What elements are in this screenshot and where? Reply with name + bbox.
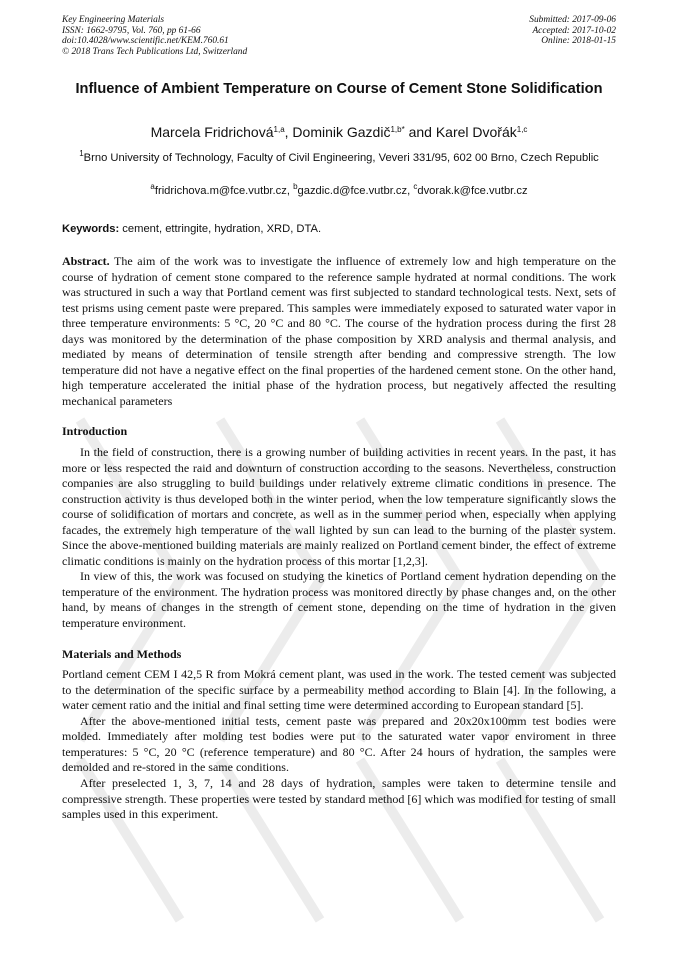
author-separator: , [284, 124, 293, 140]
abstract-text: The aim of the work was to investigate the influence of extremely low and high temperature on the course of hydration of cement stone compared to the reference sample hydrated at normal conditions. The work was structured in such a way that Portland cement was first subjected to standard technological tests. Next, sets of test prisms using cement paste were prepared. This samples were immediately exposed to saturated water vapor in three temperature environments: 5 °C, 20 °C and 80 °C. The course of the hydration process during the first 28 days was monitored by the determination of the phase composition by XRD analysis and thermal analysis, and mediated by means of determination of tensile strength after bending and compressive strength. The low temperature did not have a negative effect on the final properties of the hardened cement stone. On the other hand, high temperature accelerated the initial phase of the hydration process, but negatively affected the resulting mechanical parameters [62, 254, 616, 408]
affiliation-mark: 1 [79, 149, 84, 158]
email-address[interactable]: fridrichova.m@fce.vutbr.cz [154, 185, 287, 197]
email-mark: a [150, 182, 155, 191]
author-name: Dominik Gazdič [292, 124, 391, 140]
abstract-label: Abstract. [62, 254, 110, 268]
paper-title: Influence of Ambient Temperature on Course of Cement Stone Solidification [75, 81, 603, 97]
email-address[interactable]: dvorak.k@fce.vutbr.cz [417, 185, 528, 197]
keywords-label: Keywords: [62, 223, 120, 235]
author-affiliation-mark: 1,b* [390, 125, 405, 134]
issn: ISSN: 1662-9795, Vol. 760, pp 61-66 [62, 25, 201, 36]
dates-header [529, 15, 616, 47]
email-separator: , [407, 185, 414, 197]
email-mark: c [413, 182, 418, 191]
paragraph: After preselected 1, 3, 7, 14 and 28 days of hydration, samples were taken to determine tensile and compressive strength. These properties were tested by standard method [6] which was modified for testing of small samples used in this experiment. [62, 775, 616, 822]
doi: doi:10.4028/www.scientific.net/KEM.760.61 [62, 36, 229, 47]
author-name: Marcela Fridrichová [150, 124, 274, 140]
affiliation [62, 151, 616, 165]
author-affiliation-mark: 1,c [516, 125, 528, 134]
journal-header [62, 15, 247, 57]
paper-body [62, 254, 616, 823]
author-affiliation-mark: 1,a [273, 125, 285, 134]
section-heading-introduction: Introduction [62, 424, 128, 439]
online-date: Online: 2018-01-15 [541, 36, 616, 47]
paragraph: Portland cement CEM I 42,5 R from Mokrá cement plant, was used in the work. The tested cement was subjected to the determination of the specific surface by a permeability method according to Blain [4]. In the following, a water cement ratio and the initial and final setting time were determined according to European standard [5]. [62, 667, 616, 713]
affiliation-text: Brno University of Technology, Faculty of Civil Engineering, Veveri 331/95, 602 00 Brno, Czech Republic [83, 152, 599, 164]
paragraph: After the above-mentioned initial tests, cement paste was prepared and 20x20x100mm test bodies were molded. Immediately after molding test bodies were put to the saturated water vapor enviroment in three temperatures: 5 °C, 20 °C (reference temperature) and 80 °C. After 24 hours of hydration, the samples were demolded and re-stored in the same conditions. [62, 713, 616, 775]
section-heading-methods: Materials and Methods [62, 646, 182, 661]
accepted-date: Accepted: 2017-10-02 [532, 25, 616, 36]
keywords-text: cement, ettringite, hydration, XRD, DTA. [119, 223, 322, 235]
email-separator: , [286, 185, 294, 197]
submitted-date: Submitted: 2017-09-06 [529, 15, 616, 25]
paragraph: In view of this, the work was focused on studying the kinetics of Portland cement hydration depending on the temperature of the environment. The hydration process was monitored directly by phase changes and, on the other hand, by means of changes in the strength of cement stone, depending on the time of hydration in the given temperature environment. [62, 569, 616, 631]
author-separator: and [404, 124, 436, 140]
email-list [62, 184, 616, 198]
keywords [62, 222, 616, 236]
abstract [62, 254, 616, 409]
email-mark: b [293, 182, 298, 191]
paragraph: In the field of construction, there is a growing number of building activities in recent years. In the past, it has more or less respected the raid and downturn of construction according to the seasons. Nevertheless, construction companies are also struggling to build buildings under relatively extreme climatic conditions in presence. The construction activity is thus developed both in the winter period, when the low temperature significantly slows the course of solidification of mortars and concrete, as well as in the summer period when, especially when applying facades, the extremely high temperature of the wall lighted by sun can lead to the burning of the plaster system. Since the above-mentioned building materials are mainly realized on Portland cement binder, the effect of extreme climatic conditions is mainly on the hydration process of this mortar [1,2,3]. [62, 445, 616, 568]
author-list [62, 123, 616, 141]
author-name: Karel Dvořák [435, 124, 517, 140]
copyright: © 2018 Trans Tech Publications Ltd, Switzerland [62, 46, 248, 57]
email-address[interactable]: gazdic.d@fce.vutbr.cz [297, 185, 408, 197]
journal-name: Key Engineering Materials [62, 15, 165, 25]
